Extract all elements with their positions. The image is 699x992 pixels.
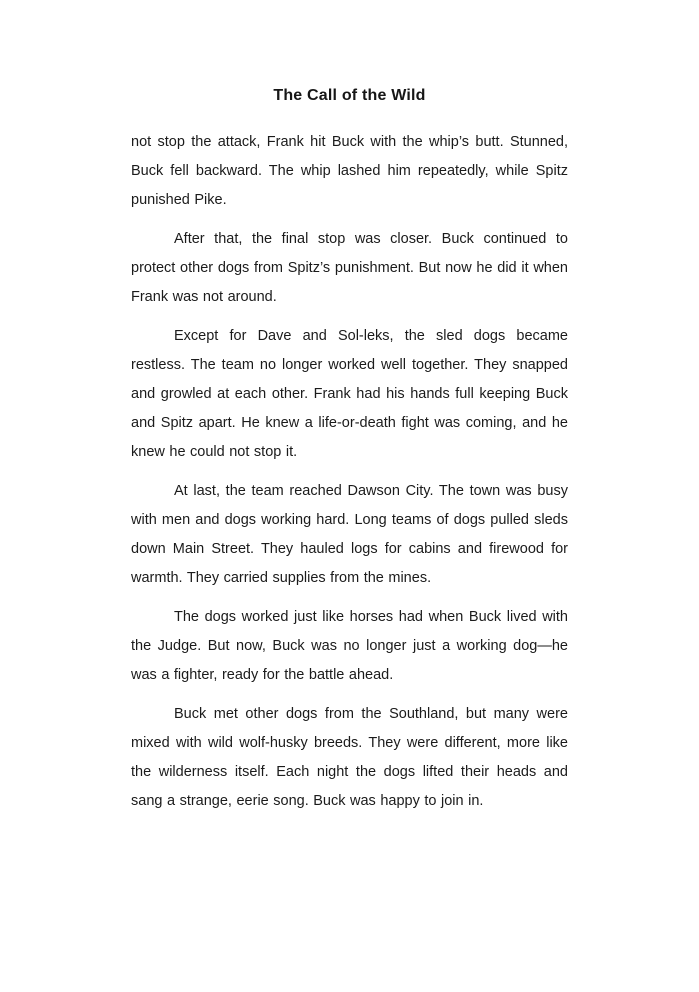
document-body bbox=[131, 128, 568, 816]
paragraph: At last, the team reached Dawson City. The town was busy with men and dogs working hard. Long teams of dogs pulled sleds down Main Street. They hauled logs for cabins and firewood for warmth. They carried supplies from the mines. bbox=[131, 483, 568, 586]
paragraph: not stop the attack, Frank hit Buck with the whip’s butt. Stunned, Buck fell backward. The whip lashed him repeatedly, while Spitz punished Pike. bbox=[131, 134, 568, 208]
paragraph: The dogs worked just like horses had when Buck lived with the Judge. But now, Buck was no longer just a working dog—he was a fighter, ready for the battle ahead. bbox=[131, 609, 568, 683]
paragraph: After that, the final stop was closer. Buck continued to protect other dogs from Spitz’s punishment. But now he did it when Frank was not around. bbox=[131, 231, 568, 305]
paragraph: Buck met other dogs from the Southland, but many were mixed with wild wolf-husky breeds. They were different, more like the wilderness itself. Each night the dogs lifted their heads and sang a strange, eerie song. Buck was happy to join in. bbox=[131, 706, 568, 809]
paragraph: Except for Dave and Sol-leks, the sled dogs became restless. The team no longer worked well together. They snapped and growled at each other. Frank had his hands full keeping Buck and Spitz apart. He knew a life-or-death fight was coming, and he knew he could not stop it. bbox=[131, 328, 568, 460]
page-title: The Call of the Wild bbox=[273, 87, 426, 104]
